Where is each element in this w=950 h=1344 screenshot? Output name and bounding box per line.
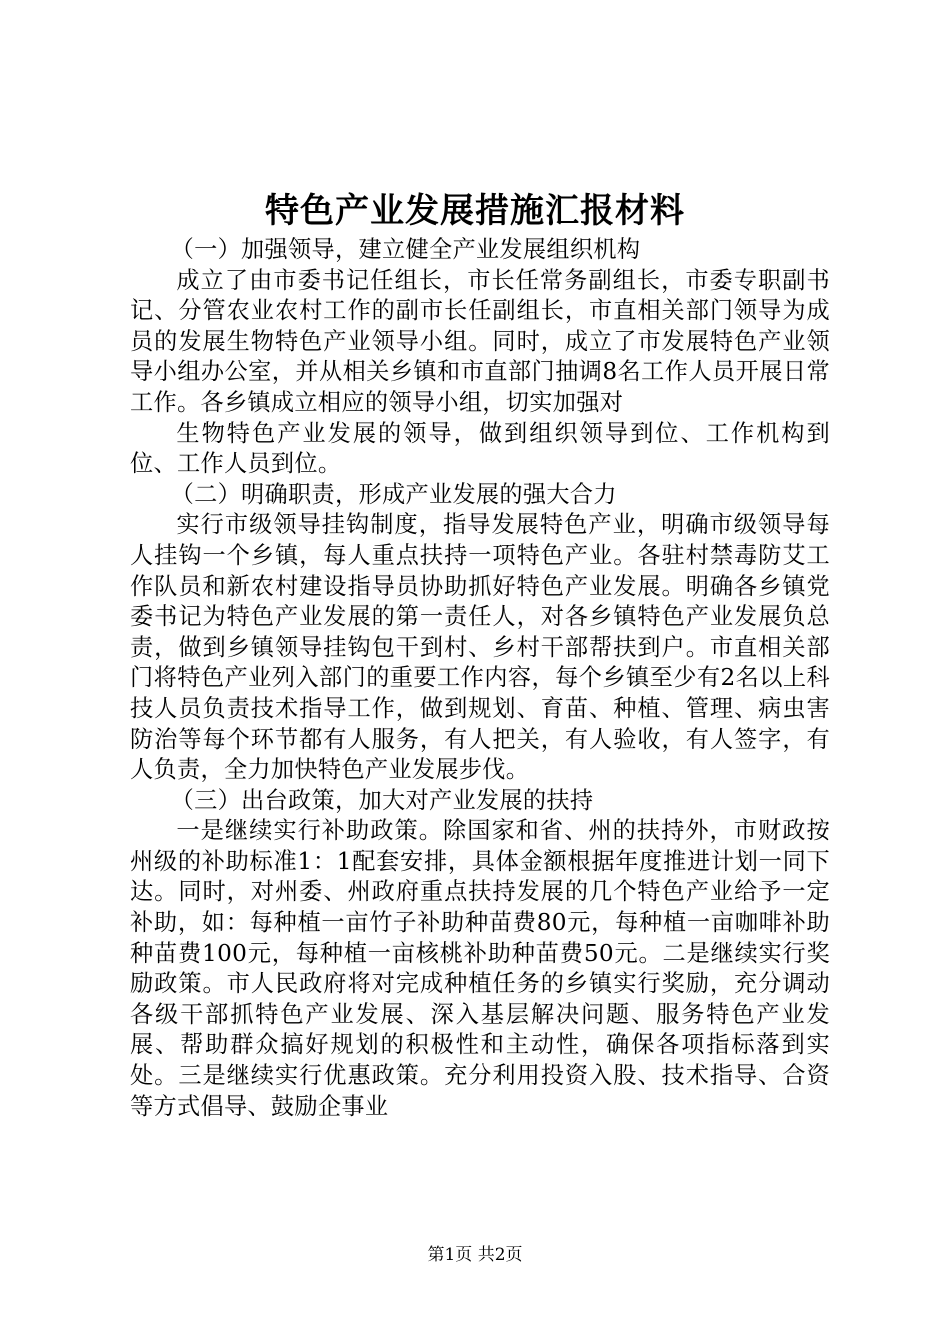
- document-body: [130, 235, 830, 1122]
- paragraph: 生物特色产业发展的领导，做到组织领导到位、工作机构到位、工作人员到位。: [130, 419, 830, 478]
- paragraph: 实行市级领导挂钩制度，指导发展特色产业，明确市级领导每人挂钩一个乡镇，每人重点扶持一项特色产业。各驻村禁毒防艾工作队员和新农村建设指导员协助抓好特色产业发展。明确各乡镇党委书记为特色产业发展的第一责任人，对各乡镇特色产业发展负总责，做到乡镇领导挂钩包干到村、乡村干部帮扶到户。市直相关部门将特色产业列入部门的重要工作内容，每个乡镇至少有2名以上科技人员负责技术指导工作，做到规划、育苗、种植、管理、病虫害防治等每个环节都有人服务，有人把关，有人验收，有人签字，有人负责，全力加快特色产业发展步伐。: [130, 511, 830, 784]
- paragraph: 成立了由市委书记任组长，市长任常务副组长，市委专职副书记、分管农业农村工作的副市长任副组长，市直相关部门领导为成员的发展生物特色产业领导小组。同时，成立了市发展特色产业领导小组办公室，并从相关乡镇和市直部门抽调8名工作人员开展日常工作。各乡镇成立相应的领导小组，切实加强对: [130, 266, 830, 416]
- page-number-footer: 第1页 共2页: [427, 1245, 523, 1265]
- section-heading-2: （二）明确职责，形成产业发展的强大合力: [170, 480, 617, 508]
- document-title: 特色产业发展措施汇报材料: [265, 191, 685, 231]
- section-heading-3: （三）出台政策，加大对产业发展的扶持: [170, 786, 594, 814]
- paragraph: 一是继续实行补助政策。除国家和省、州的扶持外，市财政按州级的补助标准1：1配套安排，具体金额根据年度推进计划一同下达。同时，对州委、州政府重点扶持发展的几个特色产业给予一定补助，如：每种植一亩竹子补助种苗费80元，每种植一亩咖啡补助种苗费100元，每种植一亩核桃补助种苗费50元。二是继续实行奖励政策。市人民政府将对完成种植任务的乡镇实行奖励，充分调动各级干部抓特色产业发展、深入基层解决问题、服务特色产业发展、帮助群众搞好规划的积极性和主动性，确保各项指标落到实处。三是继续实行优惠政策。充分利用投资入股、技术指导、合资等方式倡导、鼓励企事业: [130, 817, 830, 1120]
- section-heading-1: （一）加强领导，建立健全产业发展组织机构: [170, 236, 641, 263]
